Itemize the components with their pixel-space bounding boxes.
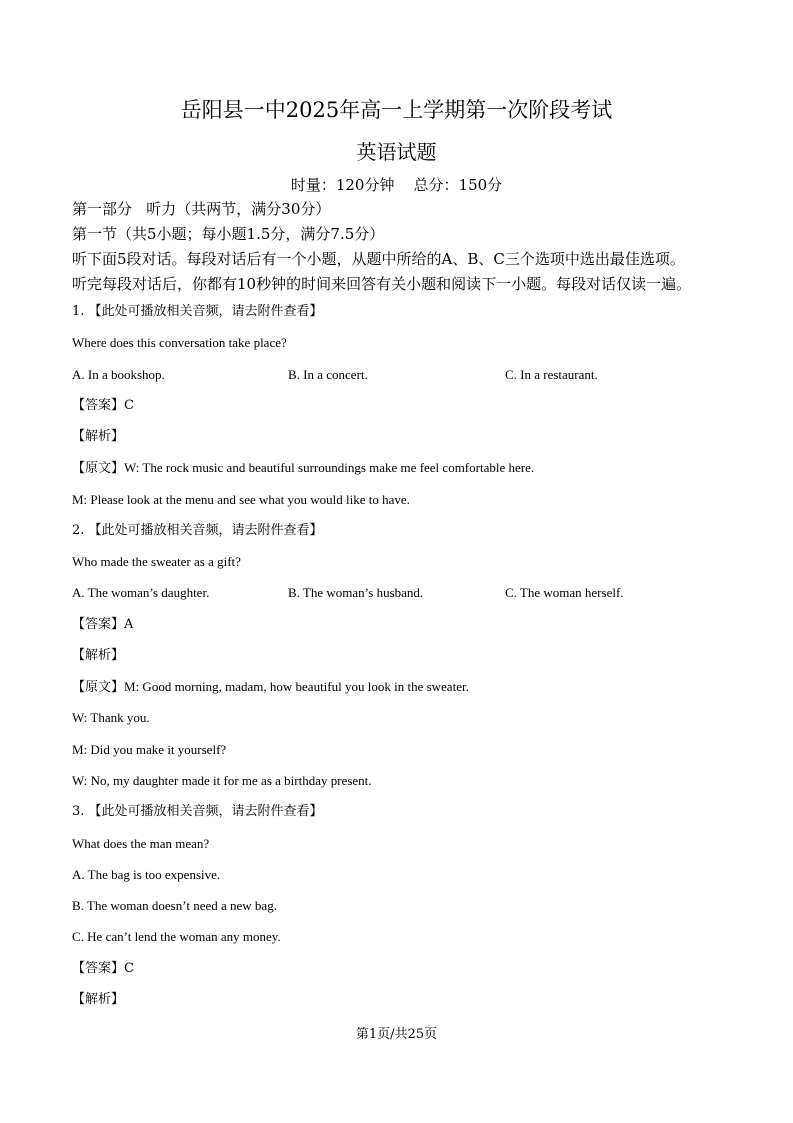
- exam-info: 时量：120分钟 总分：150分: [290, 176, 503, 194]
- transcript-line: [72, 679, 469, 696]
- answer-label: 【答案】: [72, 961, 125, 976]
- question-block: [72, 304, 323, 320]
- page-number: 第1页/共25页: [355, 1027, 438, 1042]
- analysis-label: 【解析】: [72, 429, 125, 444]
- part-heading: 第一部分 听力（共两节，满分30分）: [72, 200, 331, 218]
- transcript-line: M: Did you make it yourself?: [72, 742, 227, 757]
- answer-value: C: [124, 398, 134, 413]
- instruction-line-1: 听下面5段对话。每段对话后有一个小题，从题中所给的A、B、C三个选项中选出最佳选项。: [72, 250, 685, 268]
- transcript-label: 【原文】: [72, 680, 125, 695]
- question-number: 1.: [72, 304, 85, 319]
- exam-title: 岳阳县一中2025年高一上学期第一次阶段考试: [180, 98, 613, 122]
- question-text: Where does this conversation take place?: [72, 335, 287, 350]
- question-block: [72, 804, 323, 820]
- option-a: A. The bag is too expensive.: [72, 867, 221, 882]
- subsection-heading: 第一节（共5小题；每小题1.5分，满分7.5分）: [72, 225, 385, 243]
- transcript-text: M: Good morning, madam, how beautiful you look in the sweater.: [124, 679, 469, 694]
- option-c: C. He can’t lend the woman any money.: [72, 929, 281, 944]
- answer-line: [72, 961, 134, 977]
- answer-value: C: [124, 961, 134, 976]
- question-block: [72, 523, 323, 539]
- transcript-line: W: Thank you.: [72, 710, 150, 725]
- transcript-line: M: Please look at the menu and see what you would like to have.: [72, 492, 410, 507]
- transcript-line: [72, 460, 534, 477]
- audio-note: 【此处可播放相关音频，请去附件查看】: [88, 523, 323, 538]
- option-b: B. The woman’s husband.: [288, 585, 424, 600]
- exam-subtitle: 英语试题: [356, 140, 437, 164]
- question-text: Who made the sweater as a gift?: [72, 554, 241, 569]
- option-b: B. In a concert.: [288, 367, 368, 382]
- audio-note: 【此处可播放相关音频，请去附件查看】: [88, 304, 323, 319]
- answer-line: [72, 398, 134, 414]
- transcript-text: W: The rock music and beautiful surroundings make me feel comfortable here.: [124, 460, 535, 475]
- transcript-line: W: No, my daughter made it for me as a birthday present.: [72, 773, 372, 788]
- audio-note: 【此处可播放相关音频，请去附件查看】: [88, 804, 323, 819]
- answer-value: A: [124, 617, 134, 632]
- question-number: 2.: [72, 523, 85, 538]
- question-number: 3.: [72, 804, 85, 819]
- option-b: B. The woman doesn’t need a new bag.: [72, 898, 277, 913]
- option-a: A. In a bookshop.: [72, 367, 165, 382]
- question-text: What does the man mean?: [72, 836, 210, 851]
- answer-label: 【答案】: [72, 617, 125, 632]
- transcript-label: 【原文】: [72, 461, 125, 476]
- answer-line: [72, 617, 133, 633]
- option-c: C. In a restaurant.: [505, 367, 598, 382]
- answer-label: 【答案】: [72, 398, 125, 413]
- analysis-label: 【解析】: [72, 992, 125, 1007]
- option-c: C. The woman herself.: [505, 585, 624, 600]
- instruction-line-2: 听完每段对话后，你都有10秒钟的时间来回答有关小题和阅读下一小题。每段对话仅读一遍。: [72, 275, 692, 293]
- option-a: A. The woman’s daughter.: [72, 585, 210, 600]
- analysis-label: 【解析】: [72, 648, 125, 663]
